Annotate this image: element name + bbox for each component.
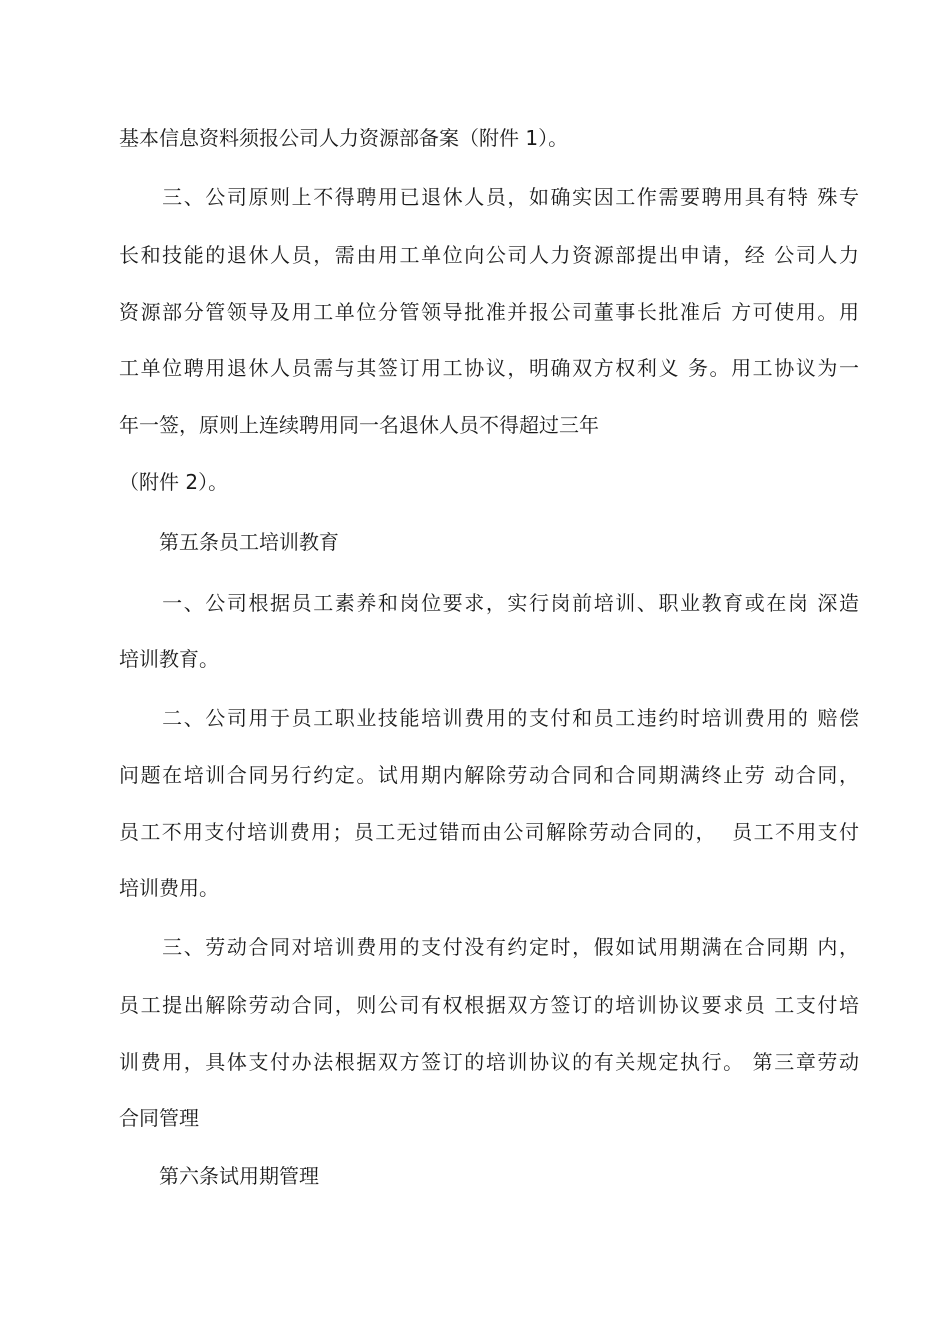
- text-line: 员工提出解除劳动合同，则公司有权根据双方签订的培训协议要求员 工支付培: [119, 993, 859, 1017]
- section-heading: 第六条试用期管理: [119, 1164, 319, 1188]
- text-line: （附件 2）。: [119, 470, 229, 494]
- text-line: 三、劳动合同对培训费用的支付没有约定时，假如试用期满在合同期 内，: [119, 935, 859, 959]
- text-line: 长和技能的退休人员，需由用工单位向公司人力资源部提出申请，经 公司人力: [119, 243, 859, 267]
- text-line: 培训教育。: [119, 647, 219, 671]
- section-heading: 第五条员工培训教育: [119, 530, 339, 554]
- text-line: 一、公司根据员工素养和岗位要求，实行岗前培训、职业教育或在岗 深造: [119, 591, 859, 615]
- chapter-heading: 合同管理: [119, 1106, 199, 1130]
- text-line: 工单位聘用退休人员需与其签订用工协议，明确双方权利义 务。用工协议为一: [119, 356, 859, 380]
- text-line: 二、公司用于员工职业技能培训费用的支付和员工违约时培训费用的 赔偿: [119, 706, 859, 730]
- text-line: 培训费用。: [119, 876, 219, 900]
- text-line: 训费用，具体支付办法根据双方签订的培训协议的有关规定执行。 第三章劳动: [119, 1050, 859, 1074]
- text-line: 基本信息资料须报公司人力资源部备案（附件 1）。: [119, 126, 569, 150]
- text-line: 资源部分管领导及用工单位分管领导批准并报公司董事长批准后 方可使用。用: [119, 300, 859, 324]
- text-line: 三、公司原则上不得聘用已退休人员，如确实因工作需要聘用具有特 殊专: [119, 185, 859, 209]
- text-line: 年一签，原则上连续聘用同一名退休人员不得超过三年: [119, 413, 599, 437]
- text-line: 员工不用支付培训费用；员工无过错而由公司解除劳动合同的， 员工不用支付: [119, 820, 859, 844]
- text-line: 问题在培训合同另行约定。试用期内解除劳动合同和合同期满终止劳 动合同，: [119, 763, 859, 787]
